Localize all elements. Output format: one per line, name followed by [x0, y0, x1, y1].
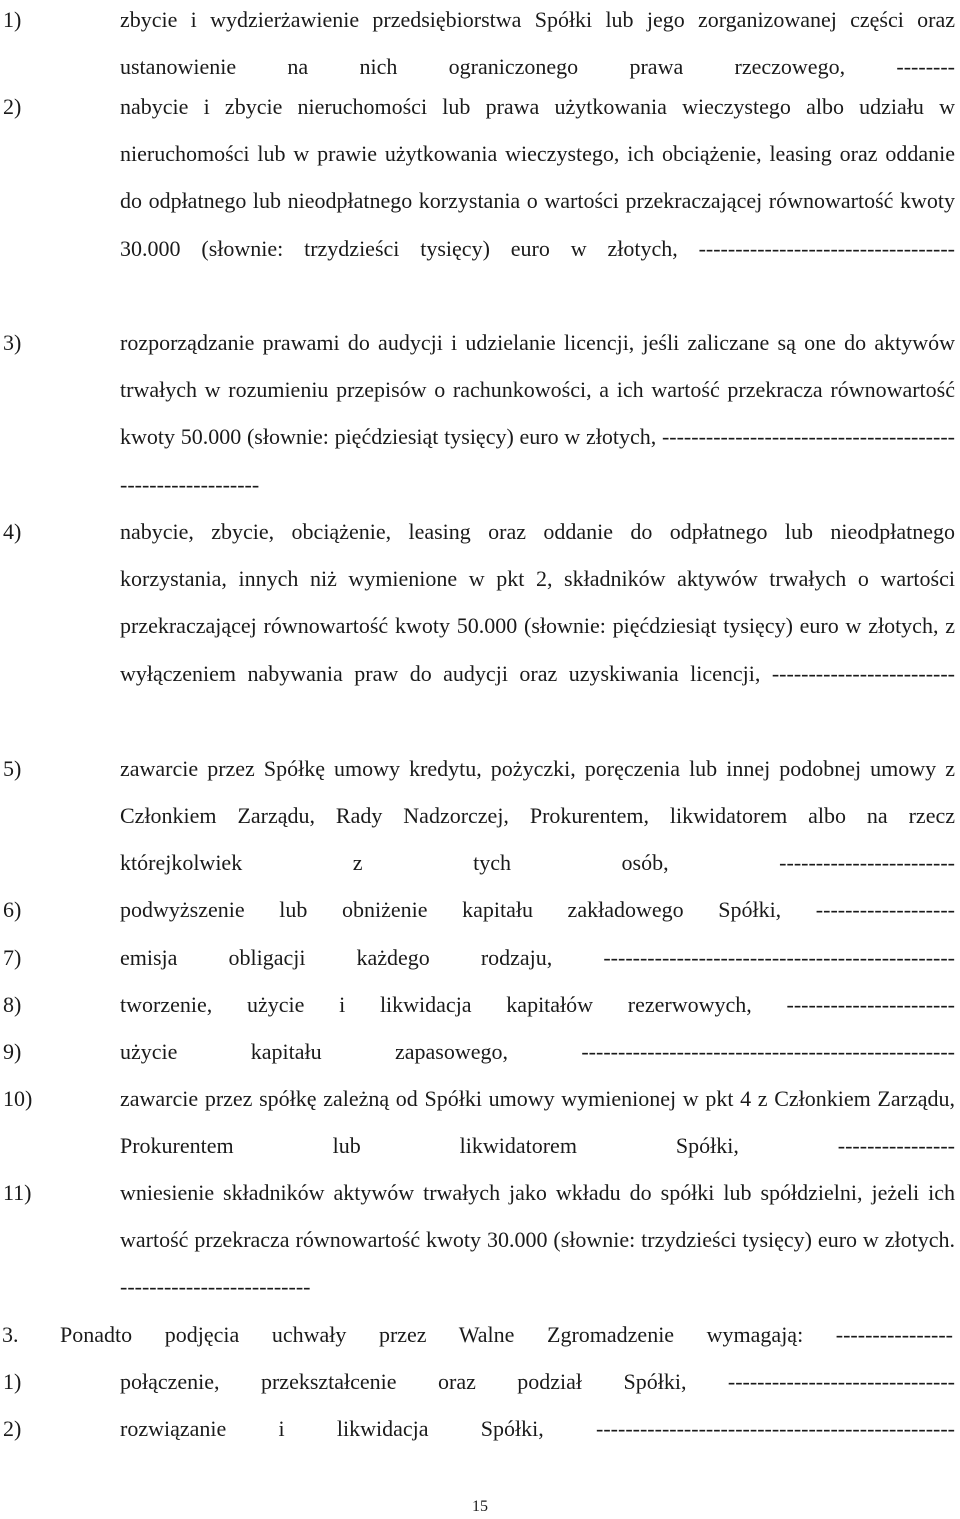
- list-item-text: rozporządzanie prawami do audycji i udzielanie licencji, jeśli zaliczane są one do aktywów trwałych w rozumieniu przepisów o rachunkowości, a ich wartość przekracza równowartość kwoty 50.000 (słownie: pięćdziesiąt tysięcy) euro w złotych, -----------------------------------------------------------: [120, 330, 955, 497]
- list-item-number: 10): [3, 1086, 33, 1111]
- list-item-text: nabycie, zbycie, obciążenie, leasing oraz oddanie do odpłatnego lub nieodpłatnego korzystania, innych niż wymienione w pkt 2, składników aktywów trwałych o wartości przekraczającej równowartość kwoty 50.000 (słownie: pięćdziesiąt tysięcy) euro w złotych, z wyłączeniem nabywania praw do audycji oraz uzyskiwania licencji, -------------------------: [120, 519, 955, 686]
- list-item-text: podwyższenie lub obniżenie kapitału zakładowego Spółki, -------------------: [120, 897, 955, 922]
- list-item-number: 2): [3, 94, 22, 119]
- list-item-number: 1): [3, 1369, 22, 1394]
- list-item-text: zawarcie przez spółkę zależną od Spółki umowy wymienionej w pkt 4 z Członkiem Zarządu, Prokurentem lub likwidatorem Spółki, ----------------: [120, 1086, 955, 1159]
- list-item-text: tworzenie, użycie i likwidacja kapitałów rezerwowych, -----------------------: [120, 992, 955, 1017]
- list-item-number: 6): [3, 897, 22, 922]
- list-item-text: nabycie i zbycie nieruchomości lub prawa użytkowania wieczystego albo udziału w nieruchomości lub w prawie użytkowania wieczystego, ich obciążenie, leasing oraz oddanie do odpłatnego lub nieodpłatnego korzystania o wartości przekraczającej równowartość kwoty 30.000 (słownie: trzydzieści tysięcy) euro w złotych, -----------------------------------: [120, 94, 955, 261]
- list-item-text: zawarcie przez Spółkę umowy kredytu, pożyczki, poręczenia lub innej podobnej umowy z Członkiem Zarządu, Rady Nadzorczej, Prokurentem, likwidatorem albo na rzecz którejkolwiek z tych osób, ------------------------: [120, 756, 955, 876]
- list-item-number: 3): [3, 330, 22, 355]
- list-item-text: wniesienie składników aktywów trwałych jako wkładu do spółki lub spółdzielni, jeżeli ich wartość przekracza równowartość kwoty 30.000 (słownie: trzydzieści tysięcy) euro w złotych. --------------------------: [120, 1180, 955, 1300]
- list-item-number: 7): [3, 945, 22, 970]
- list-item-number: 8): [3, 992, 22, 1017]
- list-item-text: emisja obligacji każdego rodzaju, ------------------------------------------------: [120, 945, 955, 970]
- list-item-text: użycie kapitału zapasowego, ---------------------------------------------------: [120, 1039, 955, 1064]
- page-number: 15: [472, 1498, 488, 1515]
- list-item-text: rozwiązanie i likwidacja Spółki, -------------------------------------------------: [120, 1416, 955, 1441]
- list-item-number: 11): [3, 1180, 32, 1205]
- list-item-number: 4): [3, 519, 22, 544]
- list-item-number: 5): [3, 756, 22, 781]
- list-item-number: 2): [3, 1416, 22, 1441]
- list-item-text: połączenie, przekształcenie oraz podział Spółki, -------------------------------: [120, 1369, 955, 1394]
- list-item-text: zbycie i wydzierżawienie przedsiębiorstwa Spółki lub jego zorganizowanej części oraz ustanowienie na nich ograniczonego prawa rzeczowego, --------: [120, 7, 955, 80]
- list-item-number: 1): [3, 7, 22, 32]
- list-item-number: 9): [3, 1039, 22, 1064]
- section-number: 3.: [2, 1322, 19, 1347]
- section-text: Ponadto podjęcia uchwały przez Walne Zgromadzenie wymagają: ----------------: [60, 1322, 953, 1347]
